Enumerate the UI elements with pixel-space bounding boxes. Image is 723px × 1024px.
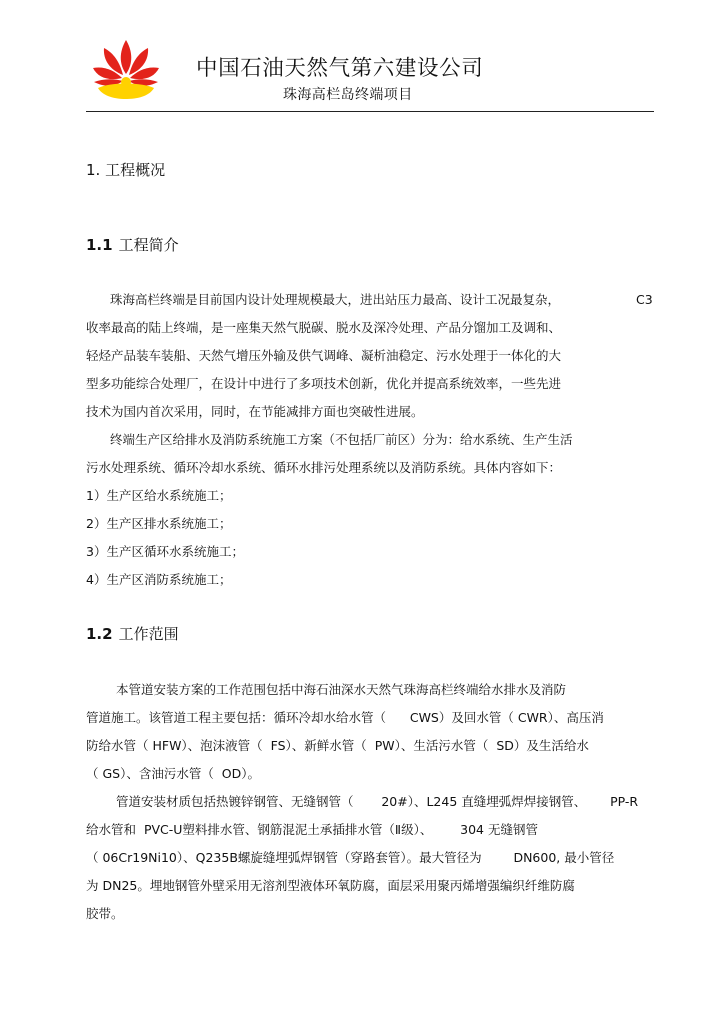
paragraph-line: 管道施工。该管道工程主要包括：循环冷却水给水管（ CWS）及回水管（ CWR）、高压消 [86, 710, 604, 725]
paragraph-line: 胶带。 [86, 906, 124, 921]
paragraph-line: （ GS）、含油污水管（ OD）。 [86, 766, 261, 781]
paragraph-line: 终端生产区给排水及消防系统施工方案（不包括厂前区）分为：给水系统、生产生活 [110, 432, 573, 447]
company-name: 中国石油天然气第六建设公司 [196, 56, 484, 81]
section-heading-1-1 [86, 238, 179, 253]
paragraph-line: 技术为国内首次采用，同时，在节能减排方面也突破性进展。 [86, 404, 424, 419]
paragraph-line: 防给水管（ HFW）、泡沫液管（ FS）、新鲜水管（ PW）、生活污水管（ SD）及生活给水 [86, 738, 589, 753]
paragraph-line: 型多功能综合处理厂，在设计中进行了多项技术创新，优化并提高系统效率，一些先进 [86, 376, 562, 391]
project-name: 珠海高栏岛终端项目 [283, 87, 413, 103]
paragraph-line: 收率最高的陆上终端，是一座集天然气脱碳、脱水及深冷处理、产品分馏加工及调和、 [86, 320, 562, 335]
logo-sun-center [121, 77, 131, 87]
paragraph-line: 污水处理系统、循环冷却水系统、循环水排污处理系统以及消防系统。具体内容如下： [86, 460, 562, 475]
section-title: 工作范围 [118, 625, 179, 643]
section-number: 1.1 [86, 236, 113, 254]
petrochina-sunflower-logo-icon [92, 38, 160, 100]
list-item: 3）生产区循环水系统施工； [86, 544, 244, 559]
list-item: 4）生产区消防系统施工； [86, 572, 232, 587]
paragraph-line: 轻烃产品装车装船、天然气增压外输及供气调峰、凝析油稳定、污水处理于一体化的大 [86, 348, 562, 363]
section-title: 工程简介 [118, 236, 179, 254]
header-divider [86, 111, 654, 112]
section-number: 1.2 [86, 625, 113, 643]
paragraph-line: 管道安装材质包括热镀锌钢管、无缝钢管（ 20#）、L245 直缝埋弧焊焊接钢管、 PP-R [116, 794, 639, 809]
list-item: 1）生产区给水系统施工； [86, 488, 232, 503]
paragraph-line: 给水管和 PVC-U塑料排水管、钢筋混泥土承插排水管（Ⅱ级）、 304 无缝钢管 [86, 822, 538, 837]
paragraph-line-tail: C3 [636, 292, 653, 307]
list-item: 2）生产区排水系统施工； [86, 516, 232, 531]
paragraph-line: 本管道安装方案的工作范围包括中海石油深水天然气珠海高栏终端给水排水及消防 [116, 682, 567, 697]
paragraph-line: （ 06Cr19Ni10）、Q235B螺旋缝埋弧焊钢管（穿路套管）。最大管径为 DN600, 最小管径 [86, 850, 615, 865]
section-heading-1-2 [86, 627, 179, 642]
paragraph-line: 为 DN25。埋地钢管外壁采用无溶剂型液体环氧防腐，面层采用聚丙烯增强编织纤维防腐 [86, 878, 575, 893]
logo-petal [121, 40, 132, 74]
section-heading-1: 1. 工程概况 [86, 161, 166, 179]
paragraph-line: 珠海高栏终端是目前国内设计处理规模最大，进出站压力最高、设计工况最复杂， [110, 292, 561, 307]
